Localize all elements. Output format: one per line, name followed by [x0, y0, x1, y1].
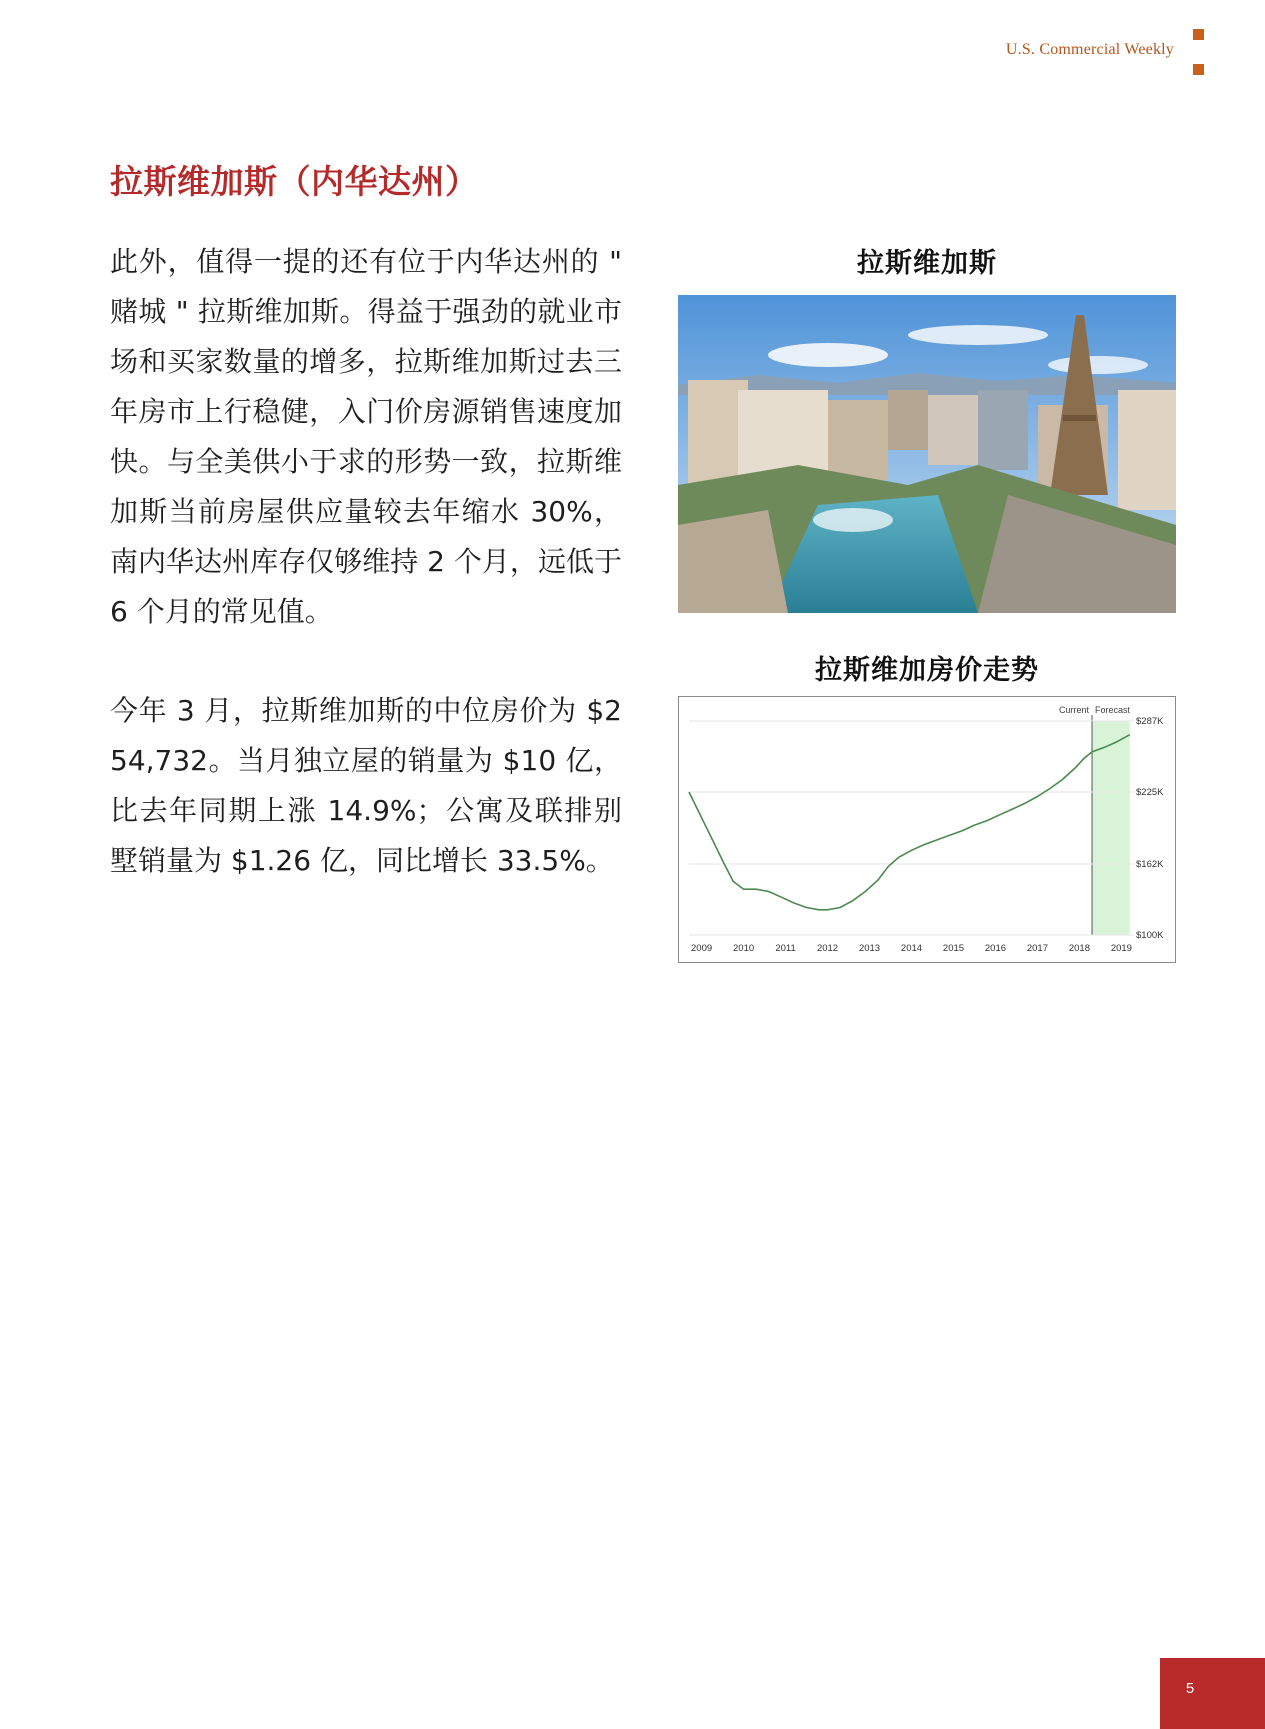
x-tick-label: 2018 [1068, 943, 1090, 954]
price-series-line [689, 735, 1130, 910]
paragraph-1: 此外，值得一提的还有位于内华达州的 " 赌城 " 拉斯维加斯。得益于强劲的就业市场和买家数量的增多，拉斯维加斯过去三年房市上行稳健，入门价房源销售速度加快。与全美供小于求的形势一致，拉斯维加斯当前房屋供应量较去年缩水 30%，南内华达州库存仅够维持 2 个月，远低于 6 个月的常见值。 [110, 245, 622, 628]
page-number: 5 [1185, 1680, 1195, 1697]
x-tick-label: 2019 [1110, 943, 1132, 954]
page-number-box [1160, 1658, 1265, 1729]
paragraph-2: 今年 3 月，拉斯维加斯的中位房价为 $254,732。当月独立屋的销量为 $10 亿，比去年同期上涨 14.9%；公寓及联排别墅销量为 $1.26 亿，同比增长 33.5%。 [110, 694, 622, 877]
las-vegas-photo [678, 295, 1176, 613]
y-tick-label: $225K [1136, 786, 1164, 798]
x-tick-label: 2012 [816, 943, 839, 954]
y-tick-label: $287K [1136, 716, 1164, 727]
publication-title: U.S. Commercial Weekly [1005, 41, 1174, 58]
x-tick-label: 2009 [691, 943, 713, 954]
forecast-band [1092, 721, 1130, 935]
price-trend-chart [678, 696, 1176, 963]
x-tick-label: 2010 [733, 943, 755, 954]
decorative-square-bottom [1193, 64, 1204, 75]
annotation-forecast: Forecast [1095, 705, 1131, 715]
x-tick-label: 2011 [775, 943, 796, 954]
chart-title: 拉斯维加房价走势 [815, 655, 1039, 686]
x-tick-label: 2013 [858, 943, 881, 954]
section-title: 拉斯维加斯（内华达州） [110, 162, 479, 201]
decorative-square-top [1193, 29, 1204, 40]
x-tick-label: 2014 [900, 943, 923, 954]
y-tick-label: $100K [1136, 930, 1164, 941]
photo-title: 拉斯维加斯 [857, 248, 997, 279]
y-tick-label: $162K [1136, 859, 1164, 871]
x-tick-label: 2017 [1026, 943, 1049, 954]
x-tick-label: 2016 [984, 943, 1007, 954]
annotation-current: Current [1059, 705, 1090, 715]
x-tick-label: 2015 [942, 943, 965, 954]
